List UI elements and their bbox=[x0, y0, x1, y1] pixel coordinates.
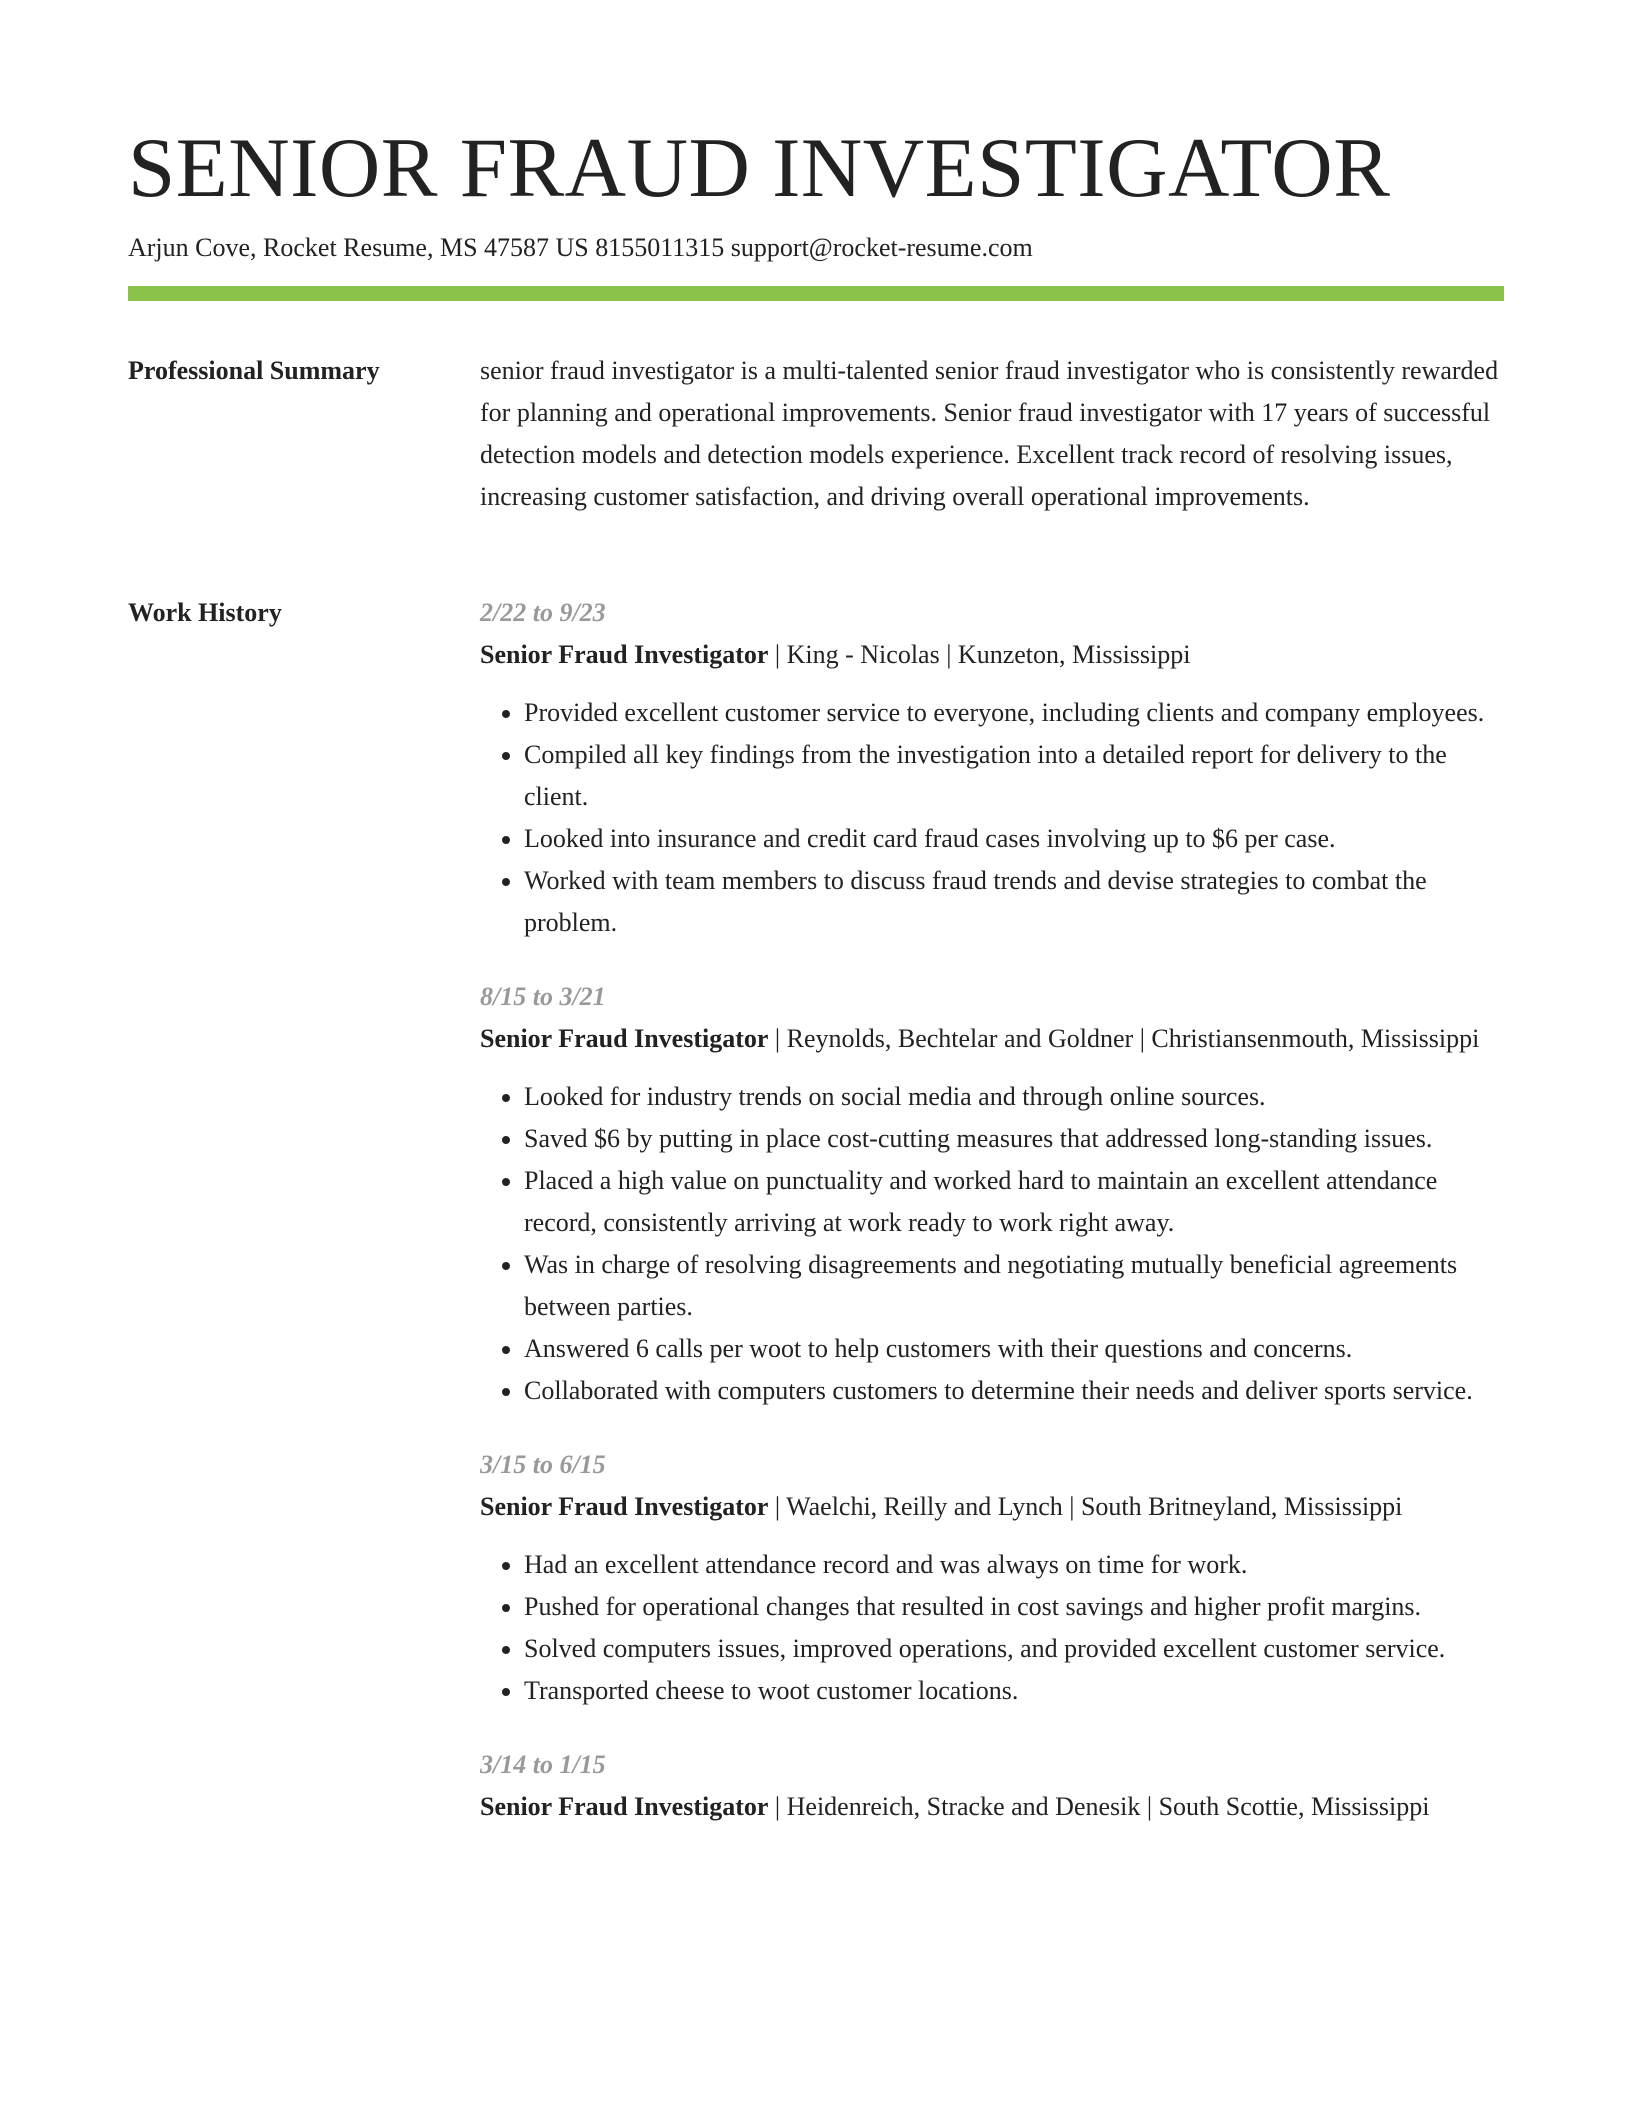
job-bullets bbox=[480, 1544, 1504, 1712]
job-bullet: • Transported cheese to woot customer locations. bbox=[524, 1670, 1504, 1712]
job-entry bbox=[480, 1744, 1504, 1828]
header-divider bbox=[128, 286, 1504, 301]
job-entry bbox=[480, 976, 1504, 1412]
section-title-work-history: Work History bbox=[128, 598, 282, 627]
job-details: | Heidenreich, Stracke and Denesik | South Scottie, Mississippi bbox=[768, 1792, 1430, 1821]
job-bullet: • Saved $6 by putting in place cost-cutting measures that addressed long-standing issues. bbox=[524, 1118, 1504, 1160]
summary-text: senior fraud investigator is a multi-talented senior fraud investigator who is consistently rewarded for planning and operational improvements. Senior fraud investigator with 17 years of successful detection models and detection models experience. Excellent track record of resolving issues, increasing customer satisfaction, and driving overall operational improvements. bbox=[480, 356, 1499, 511]
section-title-summary: Professional Summary bbox=[128, 356, 380, 385]
job-details: | Waelchi, Reilly and Lynch | South Britneyland, Mississippi bbox=[768, 1492, 1403, 1521]
job-entry bbox=[480, 592, 1504, 944]
resume-header bbox=[128, 118, 1504, 266]
job-entry bbox=[480, 1444, 1504, 1712]
job-bullet: • Answered 6 calls per woot to help customers with their questions and concerns. bbox=[524, 1328, 1504, 1370]
job-bullet: • Collaborated with computers customers to determine their needs and deliver sports service. bbox=[524, 1370, 1504, 1412]
job-title: Senior Fraud Investigator bbox=[480, 1792, 769, 1821]
job-title: Senior Fraud Investigator bbox=[480, 1492, 769, 1521]
job-dates: 8/15 to 3/21 bbox=[480, 982, 606, 1011]
job-title: Senior Fraud Investigator bbox=[480, 1024, 769, 1053]
job-bullet: • Placed a high value on punctuality and worked hard to maintain an excellent attendance record, consistently arriving at work ready to work right away. bbox=[524, 1160, 1504, 1244]
job-bullet: • Looked for industry trends on social media and through online sources. bbox=[524, 1076, 1504, 1118]
job-bullet: • Solved computers issues, improved operations, and provided excellent customer service. bbox=[524, 1628, 1504, 1670]
job-bullet: • Had an excellent attendance record and was always on time for work. bbox=[524, 1544, 1504, 1586]
job-dates: 3/14 to 1/15 bbox=[480, 1750, 606, 1779]
job-bullets bbox=[480, 1076, 1504, 1412]
job-details: | King - Nicolas | Kunzeton, Mississippi bbox=[768, 640, 1191, 669]
work-history-body bbox=[480, 592, 1504, 1860]
job-details: | Reynolds, Bechtelar and Goldner | Christiansenmouth, Mississippi bbox=[768, 1024, 1480, 1053]
job-bullet: • Provided excellent customer service to everyone, including clients and company employees. bbox=[524, 692, 1504, 734]
job-heading bbox=[480, 634, 1504, 676]
job-bullet: • Worked with team members to discuss fraud trends and devise strategies to combat the problem. bbox=[524, 860, 1504, 944]
job-bullet: • Pushed for operational changes that resulted in cost savings and higher profit margins. bbox=[524, 1586, 1504, 1628]
job-bullet: • Looked into insurance and credit card fraud cases involving up to $6 per case. bbox=[524, 818, 1504, 860]
job-bullets bbox=[480, 692, 1504, 944]
job-heading bbox=[480, 1486, 1504, 1528]
summary-body bbox=[480, 350, 1504, 518]
job-heading bbox=[480, 1786, 1504, 1828]
job-bullet: • Was in charge of resolving disagreements and negotiating mutually beneficial agreements between parties. bbox=[524, 1244, 1504, 1328]
job-title: Senior Fraud Investigator bbox=[480, 640, 769, 669]
job-dates: 3/15 to 6/15 bbox=[480, 1450, 606, 1479]
contact-info: Arjun Cove, Rocket Resume, MS 47587 US 8155011315 support@rocket-resume.com bbox=[128, 233, 1033, 262]
resume-name: SENIOR FRAUD INVESTIGATOR bbox=[128, 121, 1391, 215]
job-heading bbox=[480, 1018, 1504, 1060]
job-dates: 2/22 to 9/23 bbox=[480, 598, 606, 627]
job-bullet: • Compiled all key findings from the investigation into a detailed report for delivery to the client. bbox=[524, 734, 1504, 818]
